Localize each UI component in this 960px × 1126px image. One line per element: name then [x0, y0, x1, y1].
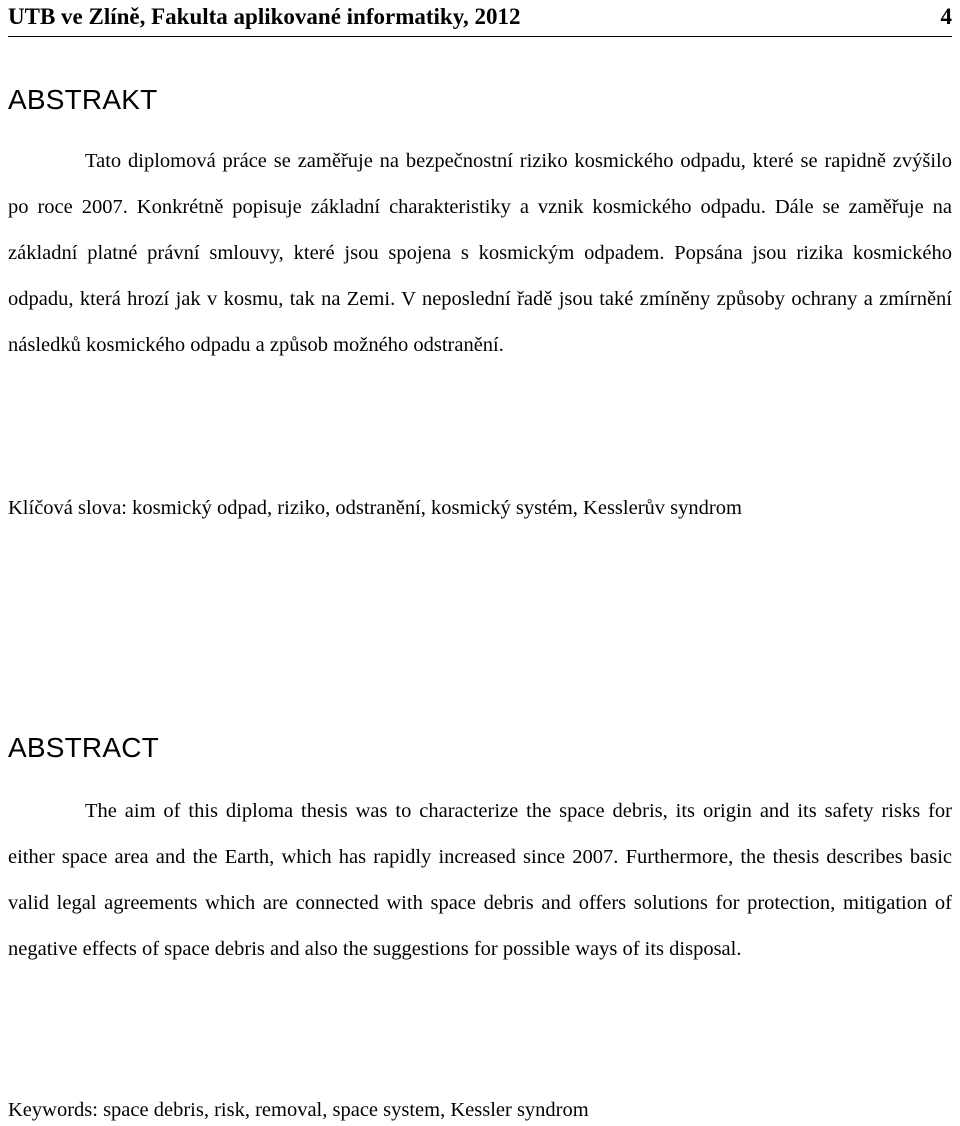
- abstract-paragraph: The aim of this diploma thesis was to characterize the space debris, its origin and its safety risks for either space area and the Earth, which has rapidly increased since 2007. Furthermore, the thesis describes basic valid legal agreements which are connected with space debris and offers solutions for protection, mitigation of negative effects of space debris and also the suggestions for possible ways of its disposal.: [8, 800, 952, 960]
- abstract-keywords: Keywords: space debris, risk, removal, space system, Kessler syndrom: [8, 1099, 589, 1121]
- abstrakt-keywords: Klíčová slova: kosmický odpad, riziko, odstranění, kosmický systém, Kesslerův syndrom: [8, 497, 742, 519]
- abstrakt-heading: ABSTRAKT: [8, 84, 158, 115]
- running-header: [8, 2, 952, 37]
- page-number: 4: [940, 4, 952, 29]
- abstract-heading: ABSTRACT: [8, 732, 159, 763]
- abstrakt-paragraph: Tato diplomová práce se zaměřuje na bezpečnostní riziko kosmického odpadu, které se rapidně zvýšilo po roce 2007. Konkrétně popisuje základní charakteristiky a vznik kosmického odpadu. Dále se zaměřuje na základní platné právní smlouvy, které jsou spojena s kosmickým odpadem. Popsána jsou rizika kosmického odpadu, která hrozí jak v kosmu, tak na Zemi. V neposlední řadě jsou také zmíněny způsoby ochrany a zmírnění následků kosmického odpadu a způsob možného odstranění.: [8, 150, 952, 356]
- header-title: UTB ve Zlíně, Fakulta aplikované informatiky, 2012: [8, 4, 521, 29]
